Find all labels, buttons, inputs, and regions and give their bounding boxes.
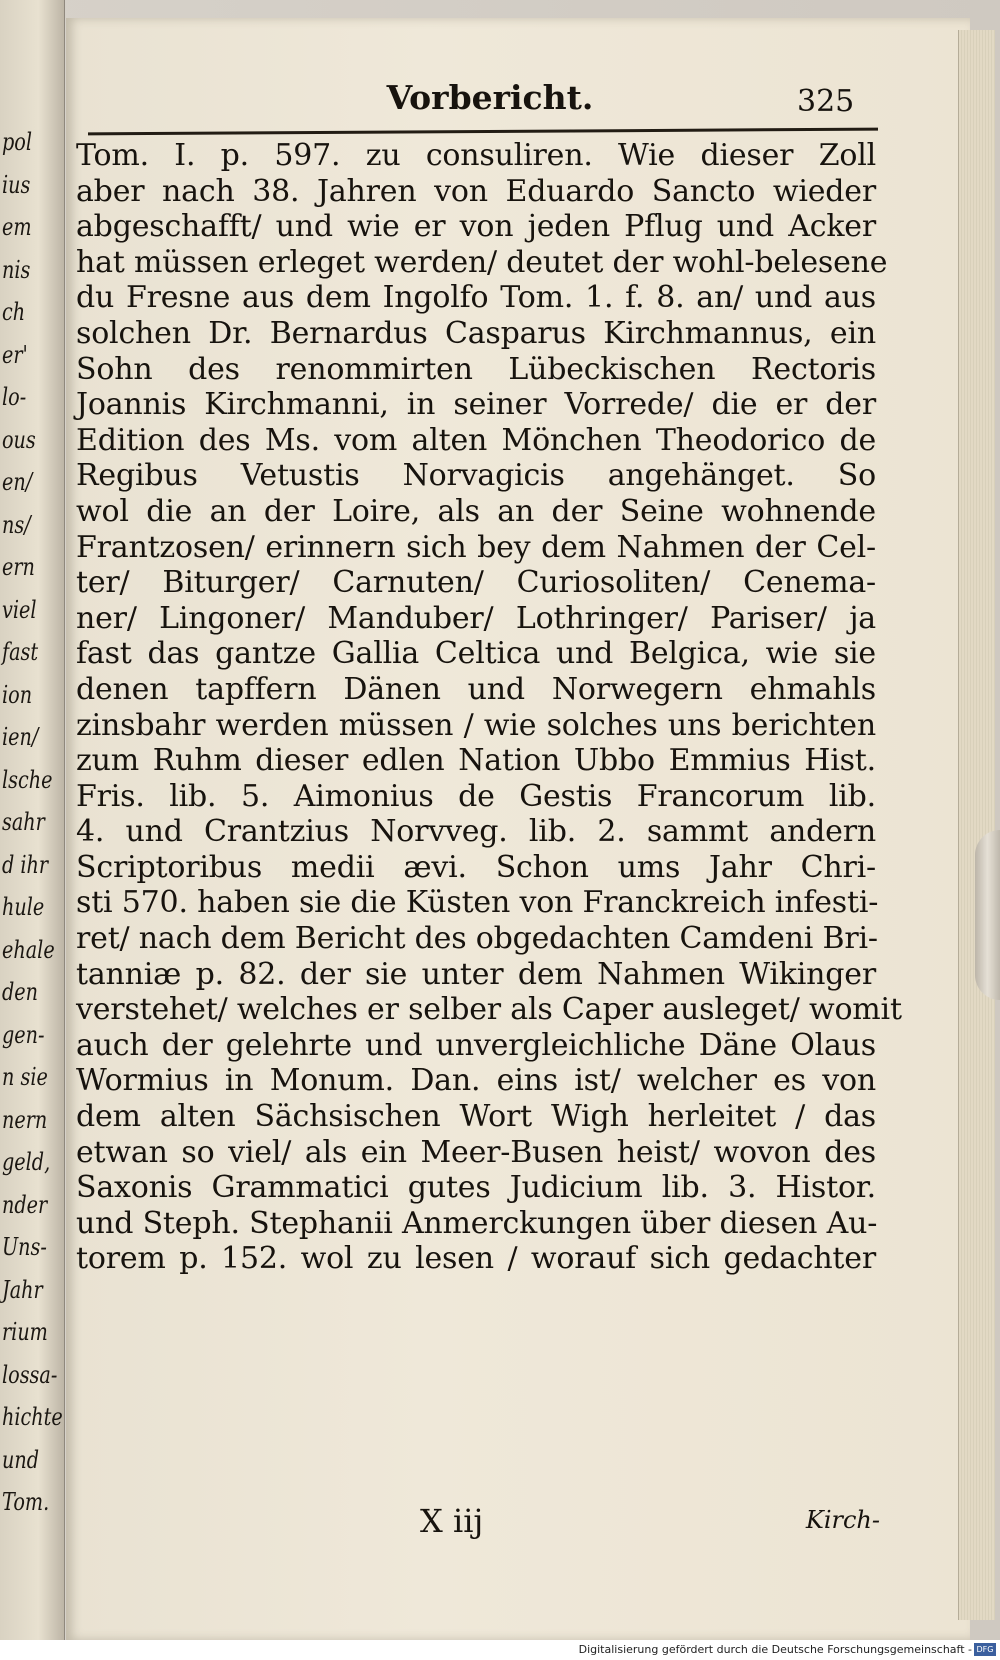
left-page-fragment: nis <box>2 255 31 284</box>
left-page-fragment: ius <box>2 170 31 199</box>
left-page-fragment: nder <box>2 1190 48 1219</box>
page-number: 325 <box>797 84 855 119</box>
left-page-fragment: em <box>2 213 32 241</box>
body-text <box>76 138 902 1277</box>
text-line: torem p. 152. wol zu lesen / worauf sich gedachter <box>76 1241 876 1277</box>
text-line: fast das gantze Gallia Celtica und Belgica, wie sie <box>76 636 876 672</box>
left-page-fragment: ion <box>2 680 33 709</box>
left-page-fragment: d ihr <box>2 850 49 879</box>
left-page-fragment: en/ <box>2 468 33 496</box>
text-line: ner/ Lingoner/ Manduber/ Lothringer/ Pariser/ ja <box>76 600 876 636</box>
text-line: auch der gelehrte und unvergleichliche Däne Olaus <box>76 1027 876 1063</box>
text-line: zum Ruhm dieser edlen Nation Ubbo Emmius Hist. <box>76 743 876 779</box>
page-clip <box>975 830 1000 1000</box>
left-page-fragment: geld, <box>2 1148 51 1176</box>
text-line: hat müssen erleget werden/ deutet der wohl-belesene <box>76 244 888 280</box>
text-line: aber nach 38. Jahren von Eduardo Sancto wieder <box>76 173 876 209</box>
left-page-fragment: hichte <box>2 1403 63 1431</box>
text-line: Tom. I. p. 597. zu consuliren. Wie dieser Zoll <box>76 138 876 173</box>
text-line: solchen Dr. Bernardus Casparus Kirchmannus, ein <box>76 315 876 351</box>
running-head: Vorbericht. <box>386 78 594 117</box>
left-page-fragment: ns/ <box>2 510 31 539</box>
text-line: wol die an der Loire, als an der Seine wohnende <box>76 493 876 529</box>
funding-credit: Digitalisierung gefördert durch die Deutsche Forschungsgemeinschaft - <box>578 1643 972 1656</box>
left-page-fragment: und <box>2 1445 40 1474</box>
text-line: Sohn des renommirten Lübeckischen Rectoris <box>76 351 876 387</box>
text-line: Wormius in Monum. Dan. eins ist/ welcher es von <box>76 1063 876 1099</box>
text-line: ter/ Biturger/ Carnuten/ Curiosoliten/ Cenema- <box>76 565 876 601</box>
left-page-fragment: Uns- <box>2 1233 47 1261</box>
left-page-fragment: lsche <box>2 765 53 794</box>
left-page-fragment: fast <box>2 638 39 666</box>
text-line: Regibus Vetustis Norvagicis angehänget. So <box>76 458 876 494</box>
text-line: tanniæ p. 82. der sie unter dem Nahmen Wikinger <box>76 956 876 992</box>
text-line: dem alten Sächsischen Wort Wigh herleitet / das <box>76 1099 876 1135</box>
left-page-fragment: ehale <box>2 935 55 964</box>
text-line: Fris. lib. 5. Aimonius de Gestis Francorum lib. <box>76 778 876 814</box>
left-page-fragment: ous <box>2 425 36 454</box>
text-line: etwan so viel/ als ein Meer-Busen heist/ wovon des <box>76 1134 876 1170</box>
left-page-fragment: er' <box>2 340 28 369</box>
left-page-fragment: rium <box>2 1318 48 1346</box>
text-line: denen tapffern Dänen und Norwegern ehmahls <box>76 671 876 707</box>
text-line: Edition des Ms. vom alten Mönchen Theodorico de <box>76 422 876 458</box>
text-line: Saxonis Grammatici gutes Judicium lib. 3. Histor. <box>76 1170 876 1206</box>
left-page-fragment: ch <box>2 298 26 326</box>
text-line: verstehet/ welches er selber als Caper ausleget/ womit <box>76 992 902 1028</box>
left-page-fragment: Jahr <box>2 1275 43 1304</box>
left-page-fragment: den <box>2 978 39 1006</box>
text-line: ret/ nach dem Bericht des obgedachten Camdeni Bri- <box>76 921 878 957</box>
left-page-fragment: hule <box>2 893 45 921</box>
text-line: Scriptoribus medii ævi. Schon ums Jahr Chri- <box>76 849 876 885</box>
text-line: du Fresne aus dem Ingolfo Tom. 1. f. 8. an/ und aus <box>76 280 876 316</box>
left-page-fragment: n sie <box>2 1063 48 1091</box>
text-line: zinsbahr werden müssen / wie solches uns berichten <box>76 707 876 743</box>
page-fore-edge <box>958 30 995 1620</box>
left-page-fragment: ien/ <box>2 723 39 751</box>
left-page-fragment: gen- <box>2 1020 45 1049</box>
text-line: Joannis Kirchmanni, in seiner Vorrede/ die er der <box>76 387 876 423</box>
left-page-strip <box>0 0 65 1640</box>
text-line: Frantzosen/ erinnern sich bey dem Nahmen der Cel- <box>76 529 876 565</box>
signature-mark: X iij <box>420 1502 484 1540</box>
text-line: sti 570. haben sie die Küsten von Franckreich infesti- <box>76 885 879 921</box>
left-page-fragment: lossa- <box>2 1360 58 1389</box>
text-line: abgeschafft/ und wie er von jeden Pflug und Acker <box>76 209 876 245</box>
left-page-fragment: lo- <box>2 383 27 411</box>
left-page-fragment: viel <box>2 595 37 624</box>
left-page-fragment: sahr <box>2 808 45 836</box>
left-page-fragment: Tom. <box>2 1488 50 1516</box>
dfg-logo: DFG <box>974 1643 996 1656</box>
catchword: Kirch- <box>805 1506 880 1534</box>
left-page-fragment: pol <box>2 128 32 156</box>
left-page-fragment: ern <box>2 553 35 581</box>
text-line: und Steph. Stephanii Anmerckungen über diesen Au- <box>76 1205 878 1241</box>
text-line: 4. und Crantzius Norvveg. lib. 2. sammt andern <box>76 814 876 850</box>
left-page-fragment: nern <box>2 1105 48 1134</box>
